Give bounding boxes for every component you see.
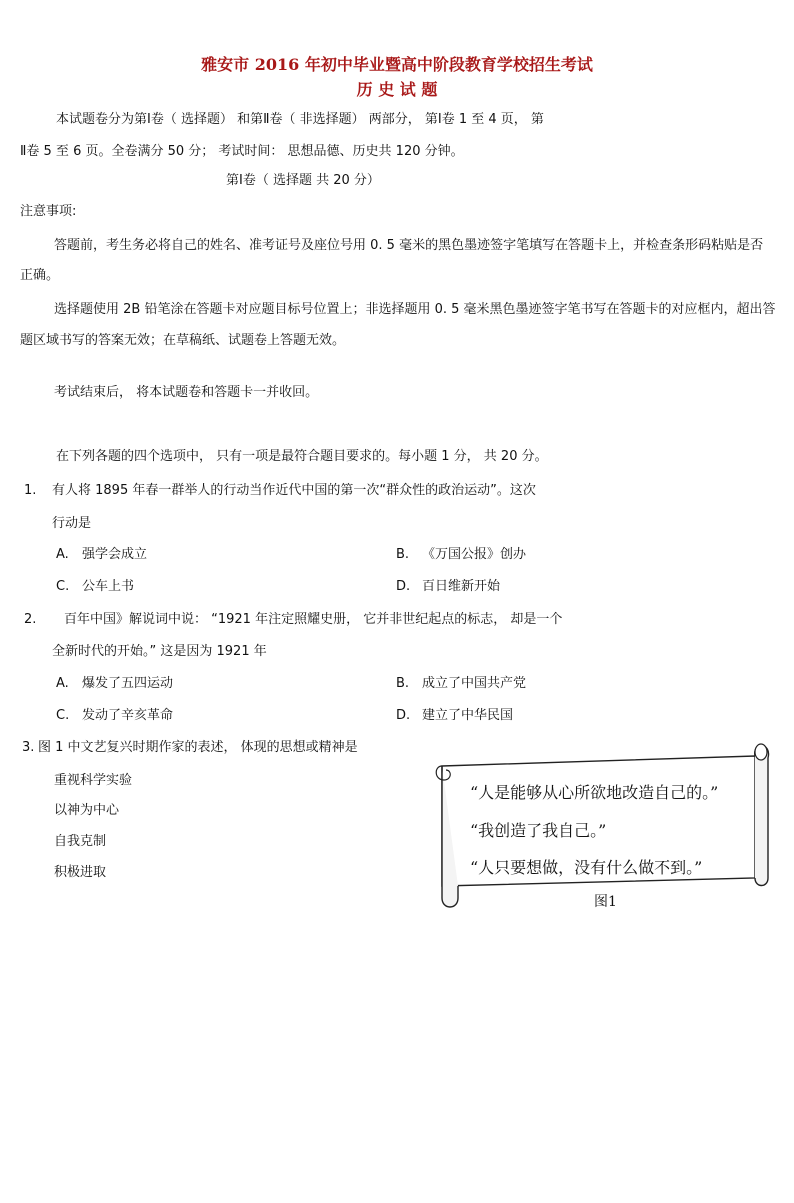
q3-option-c: 自我克制 <box>54 834 107 849</box>
question-1-stem: 有人将 1895 年春一群举人的行动当作近代中国的第一次“群众性的政治运动”。这次 <box>52 483 536 498</box>
section-heading: 第Ⅰ卷（ 选择题 共 20 分） <box>226 173 380 188</box>
q2-option-c: 发动了辛亥革命 <box>82 708 174 723</box>
exam-title: 雅安市 2016 年初中毕业暨高中阶段教育学校招生考试 <box>201 55 593 74</box>
q2-option-b-letter: B. <box>396 676 410 691</box>
q1-option-c: 公车上书 <box>82 579 135 594</box>
q3-option-d: 积极进取 <box>54 865 107 880</box>
intro-line-1: 本试题卷分为第Ⅰ卷（ 选择题） 和第Ⅱ卷（ 非选择题） 两部分， 第Ⅰ卷 1 至 4 页， 第 <box>56 112 544 127</box>
q2-option-a: 爆发了五四运动 <box>82 676 174 691</box>
question-3-stem: 图 1 中文艺复兴时期作家的表述， 体现的思想或精神是 <box>38 740 358 755</box>
q1-option-d: 百日维新开始 <box>422 579 501 594</box>
question-instructions: 在下列各题的四个选项中， 只有一项是最符合题目要求的。每小题 1 分， 共 20 分。 <box>56 449 548 464</box>
q1-option-a-letter: A. <box>56 547 69 562</box>
question-1-stem-cont: 行动是 <box>52 516 92 531</box>
q2-option-b: 成立了中国共产党 <box>422 676 527 691</box>
note-2-line-2: 题区域书写的答案无效；在草稿纸、试题卷上答题无效。 <box>20 333 346 348</box>
q1-option-c-letter: C. <box>56 579 70 594</box>
question-3-number: 3. <box>22 740 35 755</box>
q1-option-b: 《万国公报》创办 <box>422 547 527 562</box>
note-3: 考试结束后， 将本试题卷和答题卡一并收回。 <box>54 385 319 400</box>
figure-1-scroll <box>430 738 772 908</box>
notes-heading: 注意事项: <box>20 204 77 219</box>
note-1-line-2: 正确。 <box>20 268 60 283</box>
q2-option-d-letter: D. <box>396 708 411 723</box>
q2-option-a-letter: A. <box>56 676 69 691</box>
figure-1-caption: 图1 <box>594 894 617 910</box>
q2-option-c-letter: C. <box>56 708 70 723</box>
exam-subject-title: 历 史 试 题 <box>356 80 438 99</box>
q1-option-b-letter: B. <box>396 547 410 562</box>
scroll-quote-2: “我创造了我自己。” <box>470 821 607 840</box>
intro-line-2: Ⅱ卷 5 至 6 页。全卷满分 50 分； 考试时间： 思想品德、历史共 120 分钟。 <box>20 144 464 159</box>
note-2-line-1: 选择题使用 2B 铅笔涂在答题卡对应题目标号位置上；非选择题用 0. 5 毫米黑色墨迹签字笔书写在答题卡的对应框内，超出答 <box>54 302 776 317</box>
q1-option-d-letter: D. <box>396 579 411 594</box>
question-1-number: 1. <box>24 483 37 498</box>
scroll-quote-1: “人是能够从心所欲地改造自己的。” <box>470 783 719 802</box>
scroll-quote-3: “人只要想做，没有什么做不到。” <box>470 858 703 877</box>
q3-option-a: 重视科学实验 <box>54 773 133 788</box>
q2-option-d: 建立了中华民国 <box>422 708 514 723</box>
question-2-stem-cont: 全新时代的开始。” 这是因为 1921 年 <box>52 644 267 659</box>
question-2-number: 2. <box>24 612 37 627</box>
note-1-line-1: 答题前，考生务必将自己的姓名、准考证号及座位号用 0. 5 毫米的黑色墨迹签字笔填写在答题卡上，并检查条形码粘贴是否 <box>54 238 764 253</box>
q3-option-b: 以神为中心 <box>54 803 120 818</box>
q1-option-a: 强学会成立 <box>82 547 148 562</box>
question-2-stem: 百年中国》解说词中说： “1921 年注定照耀史册， 它并非世纪起点的标志， 却是一个 <box>64 612 563 627</box>
